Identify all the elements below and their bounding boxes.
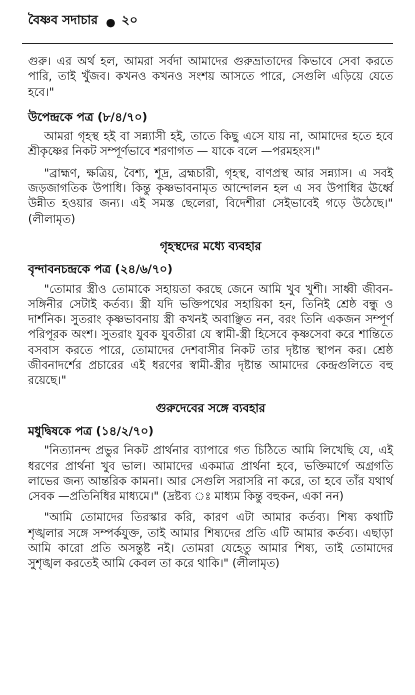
page-body: [28, 54, 393, 572]
letter-heading-2: বৃন্দাবনচন্দ্রকে পত্র (২৪/৬/৭০): [28, 262, 173, 277]
paragraph-2: আমরা গৃহস্থ হই বা সন্ন্যাসী হই, তাতে কিছু এসে যায় না, আমাদের হতে হবে শ্রীকৃষ্ণের নিকট সম্পূর্ণভাবে শরণাগত — যাকে বলে —পরমহংস।": [28, 129, 393, 159]
paragraph-4: "তোমার স্ত্রীও তোমাকে সহায়তা করছে জেনে আমি খুব খুশী। সাধ্বী জীবন-সঙ্গিনীর সেটাই কর্তব্য। স্ত্রী যদি ভক্তিপথের সহায়িকা হন, তিনিই শ্রেষ্ঠ বন্ধু ও দার্শনিক। সুতরাং কৃষ্ণভাবনায় স্ত্রী কখনই অবাঞ্ছিত নন, বরং তিনি একজন সম্পূর্ণ পরিপূরক অংশ। সুতরাং যুবক যুবতীরা যে স্বামী-স্ত্রী হিসেবে কৃষ্ণসেবা করে শান্তিতে বসবাস করতে পারে, তোমাদের দেশবাসীর নিকট তার দৃষ্টান্ত স্থাপন কর। শ্রেষ্ঠ জীবনাদর্শের প্রচারের এই ধরণের স্বামী-স্ত্রীর দৃষ্টান্ত আমাদের কেন্দ্রগুলিতে বহু রয়েছে।": [28, 281, 393, 388]
bullet-icon: ●: [105, 15, 116, 29]
running-header: [28, 0, 393, 44]
letter-heading-3: মধুদ্বিষকে পত্র (১৪/২/৭০): [28, 423, 154, 438]
header-rule: [22, 43, 393, 44]
page-number: ২০: [121, 12, 138, 27]
section-heading-1: গৃহস্থদের মধ্যে ব্যবহার: [159, 238, 262, 253]
section-heading-2: গুরুদেবের সঙ্গে ব্যবহার: [155, 400, 266, 415]
paragraph-1: গুরু। এর অর্থ হল, আমরা সর্বদা আমাদের গুরুভ্রাতাদের কিভাবে সেবা করতে পারি, তাই খুঁজব। কখনও কখনও সংশয় আসতে পারে, সেগুলি এড়িয়ে যেতে হবে।": [28, 54, 393, 99]
book-title: বৈষ্ণব সদাচার: [28, 12, 98, 27]
paragraph-3: "ব্রাহ্মণ, ক্ষত্রিয়, বৈশ্য, শূদ্র, ব্রহ্মচারী, গৃহস্থ, বাণপ্রস্থ আর সন্ন্যাস। এ সবই জড়জাগতিক উপাধি। কিন্তু কৃষ্ণভাবনামৃত আন্দোলন হল এ সব উপাধির ঊর্ধ্বে উন্নীত হওয়ার জন্য। এই সমস্ত ছেলেরা, বিদেশীরা সেইভাবেই গড়ে উঠেছে।" (লীলামৃত): [28, 165, 393, 226]
paragraph-5: "নিত্যানন্দ প্রভুর নিকট প্রার্থনার ব্যাপারে গত চিঠিতে আমি লিখেছি যে, এই ধরণের প্রার্থনা খুব ভাল। আমাদের একমাত্র প্রার্থনা হবে, ভক্তিমার্গে অগ্রগতি লাভের জন্য আন্তরিক কামনা। আর সেগুলি সরাসরি না করে, তা হবে তাঁর যথার্থ সেবক —প্রতিনিধির মাধ্যমে।" (দ্রষ্টব্য ঃ মাধ্যম কিন্তু বহুকন, একা নন): [28, 443, 393, 504]
letter-heading-1: উপেন্দ্রকে পত্র (৮/৪/৭০): [28, 109, 148, 124]
paragraph-6: "আমি তোমাদের তিরস্কার করি, কারণ এটা আমার কর্তব্য। শিষ্য কথাটি শৃঙ্খলার সঙ্গে সম্পর্কযুক্ত, তাই আমার শিষ্যদের প্রতি এটি আমার কর্তব্য। এছাড়া আমি কারো প্রতি অসন্তুষ্ট নই। তোমরা যেহেতু আমার শিষ্য, তাই তোমাদের সুশৃঙ্খল করতেই আমি কেবল তা করে থাকি।" (লীলামৃত): [28, 510, 393, 571]
